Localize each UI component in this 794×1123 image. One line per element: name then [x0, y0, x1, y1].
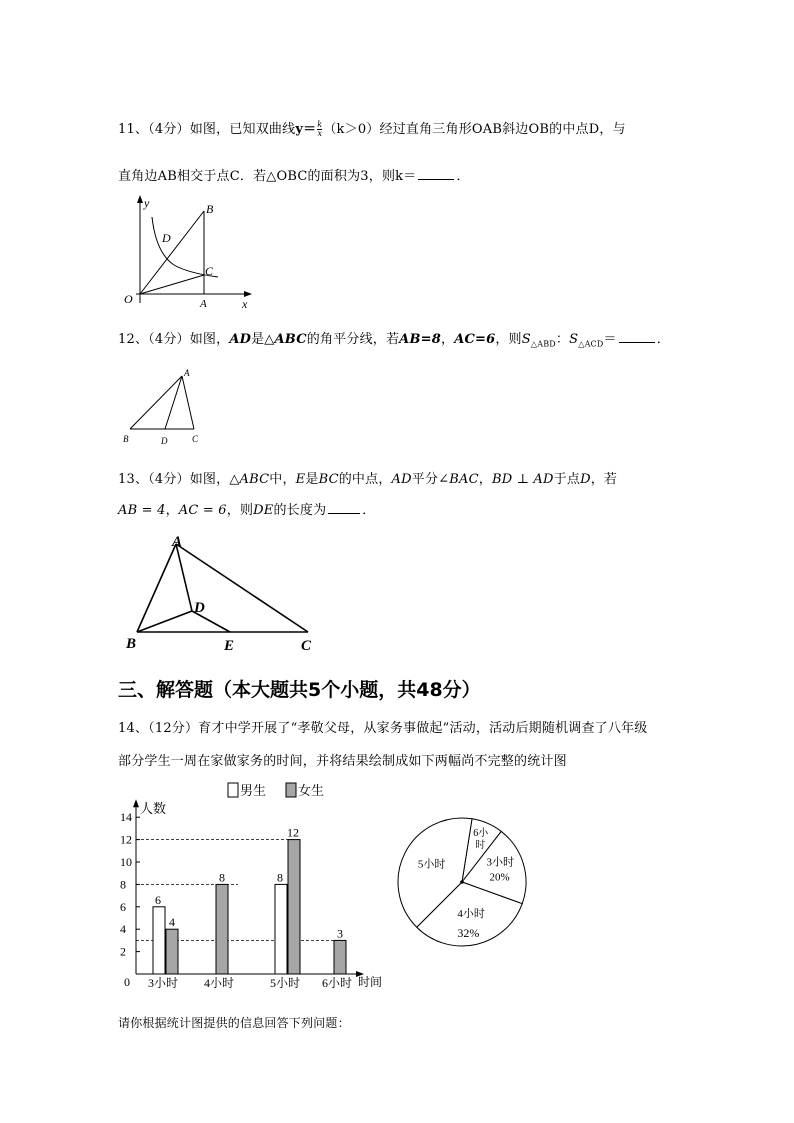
q12-ad: AD: [229, 332, 252, 347]
q13-comma: ，: [478, 472, 492, 487]
q13-shi: 是: [305, 472, 319, 487]
x-tick-label: 5小时: [270, 976, 301, 990]
q13-tri: △ABC: [229, 472, 270, 487]
q11-label-D: D: [162, 231, 171, 245]
q13-e: E: [295, 472, 306, 487]
y-tick-label: 6: [120, 899, 126, 914]
y-tick-label: 14: [120, 810, 132, 825]
q13-answer-blank[interactable]: [328, 503, 360, 514]
q11-label-x: x: [242, 297, 248, 311]
q13-perp: BD ⊥ AD: [491, 472, 554, 487]
q11-frac-den: x: [317, 129, 323, 138]
section-3-title: 三、解答题（本大题共5个小题，共48分）: [118, 679, 481, 701]
pie-label-6h-bottom: 时: [475, 839, 486, 851]
q13-de: DE: [253, 503, 274, 518]
q12-mid2: 的角平分线，若: [306, 332, 400, 347]
q13-yudian: 于点: [553, 472, 581, 487]
q12-answer-blank[interactable]: [619, 332, 655, 343]
q13-mid: 的中点，: [338, 472, 392, 487]
q11-y-eq: y＝: [295, 122, 317, 137]
bar-girls: [166, 929, 178, 974]
q12-ab8: AB=8: [399, 332, 441, 347]
y-axis-arrow: [133, 799, 139, 807]
q13-label-D: D: [194, 600, 205, 616]
q11-line2: [118, 165, 470, 184]
q13-ab: AB = 4: [118, 503, 166, 518]
bar-girls: [216, 884, 228, 974]
q12-line: [118, 328, 670, 349]
x-tick-label: 3小时: [148, 976, 179, 990]
q13-line2-comma: ，: [165, 503, 179, 518]
q13-bc: BC: [318, 472, 339, 487]
pie-value-3h: 20%: [489, 871, 510, 884]
bar-boys: [153, 907, 165, 974]
bar-chart: [110, 778, 400, 998]
q13-ruo: ，若: [590, 472, 618, 487]
pie-label-6h-top: 6小: [473, 827, 489, 839]
y-tick-label: 0: [124, 975, 130, 989]
q13-line1: [118, 468, 617, 487]
q11-label-O: O: [124, 292, 133, 306]
q13-end: ．: [362, 503, 376, 518]
q13-angle: ∠BAC: [438, 472, 479, 487]
q12-s2: S: [569, 332, 579, 347]
q13-label-A: A: [172, 534, 183, 550]
bar-girls: [288, 840, 300, 974]
q12-label-B: B: [123, 434, 129, 444]
q14-line2: 部分学生一周在家做家务的时间，并将结果绘制成如下两幅尚不完整的统计图: [118, 754, 567, 769]
q11-line2-end: ．: [456, 169, 470, 184]
q13-label-C: C: [301, 638, 312, 654]
q11-label-B: B: [206, 202, 214, 216]
q12-figure: [118, 366, 218, 450]
q13-prefix: 13、（4分）如图，: [118, 472, 230, 487]
q12-sub2: △ACD: [578, 339, 604, 349]
legend-label-boys: 男生: [240, 783, 267, 798]
pie-label-5h: 5小时: [417, 858, 446, 871]
pie-label-3h: 3小时: [486, 856, 514, 869]
q12-label-C: C: [192, 434, 199, 444]
q13-ad: AD: [391, 472, 412, 487]
legend-swatch-boys: [228, 783, 238, 797]
legend-label-girls: 女生: [298, 783, 325, 798]
q13-ze: ，则: [226, 503, 254, 518]
pie-chart: [388, 808, 538, 958]
q11-label-C: C: [205, 264, 214, 278]
q13-ac: AC = 6: [178, 503, 227, 518]
bar-label-girls: 4: [169, 915, 175, 930]
y-tick-label: 10: [120, 855, 132, 869]
q12-mid1: 是△: [251, 332, 275, 347]
q11-frac-num: k: [317, 120, 323, 129]
bar-girls: [334, 940, 346, 974]
q11-answer-blank[interactable]: [418, 169, 454, 180]
y-tick-label: 2: [120, 944, 126, 959]
q12-sub1: △ABD: [530, 339, 556, 349]
q11-condition: （k＞0）经过直角三角形OAB斜边OB的中点D，与: [323, 122, 626, 137]
q12-eq: ＝: [603, 332, 617, 347]
q12-end: ．: [656, 332, 670, 347]
q12-label-A: A: [184, 368, 190, 378]
q11-figure: [118, 193, 258, 313]
q13-zhong: 中，: [269, 472, 296, 487]
y-tick-label: 8: [120, 877, 126, 892]
q12-s1: S: [521, 332, 531, 347]
q12-colon: ：: [555, 332, 570, 347]
q13-d: D: [580, 472, 591, 487]
x-tick-label: 6小时: [322, 976, 353, 990]
q11-label-A: A: [200, 298, 207, 310]
bar-label-girls: 12: [287, 825, 299, 840]
pie-center: [460, 880, 464, 884]
bar-label-girls: 3: [337, 926, 343, 941]
q13-len: 的长度为: [273, 503, 327, 518]
q13-line2: [118, 499, 376, 518]
x-tick-label: 4小时: [204, 976, 235, 990]
q13-label-B: B: [126, 636, 137, 652]
q11-fraction: [317, 121, 322, 138]
y-tick-label: 4: [120, 922, 126, 937]
q12-ac6: AC=6: [454, 332, 496, 347]
pie-value-4h: 32%: [457, 926, 480, 941]
q14-line1: 14、（12分）育才中学开展了“孝敬父母，从家务事做起”活动，活动后期随机调查了八年级: [118, 721, 648, 736]
q14-footer: 请你根据统计图提供的信息回答下列问题：: [118, 1016, 350, 1030]
bar-label-boys: 8: [277, 870, 283, 885]
bar-boys: [275, 884, 287, 974]
q13-figure: [120, 532, 330, 657]
y-axis-label: 人数: [140, 801, 167, 817]
q11-prefix: 11、（4分）如图，已知双曲线: [118, 122, 296, 137]
q12-comma: ，: [440, 332, 455, 347]
y-tick-label: 12: [120, 832, 132, 847]
q12-label-D: D: [161, 436, 168, 446]
legend-swatch-girls: [286, 783, 296, 797]
bar-label-boys: 6: [155, 892, 161, 907]
q11-line1: [118, 118, 626, 138]
q13-pingfen: 平分: [411, 472, 439, 487]
q12-mid3: ，则: [495, 332, 522, 347]
q12-abc: ABC: [274, 332, 307, 347]
q13-label-E: E: [224, 638, 235, 654]
bar-label-girls: 8: [219, 870, 225, 885]
q11-line2-text: 直角边AB相交于点C．若△OBC的面积为3，则k＝: [118, 169, 417, 184]
x-axis-label: 时间: [358, 975, 383, 989]
q12-prefix: 12、（4分）如图，: [118, 332, 230, 347]
q11-label-y: y: [144, 196, 150, 210]
pie-label-4h: 4小时: [457, 908, 485, 921]
